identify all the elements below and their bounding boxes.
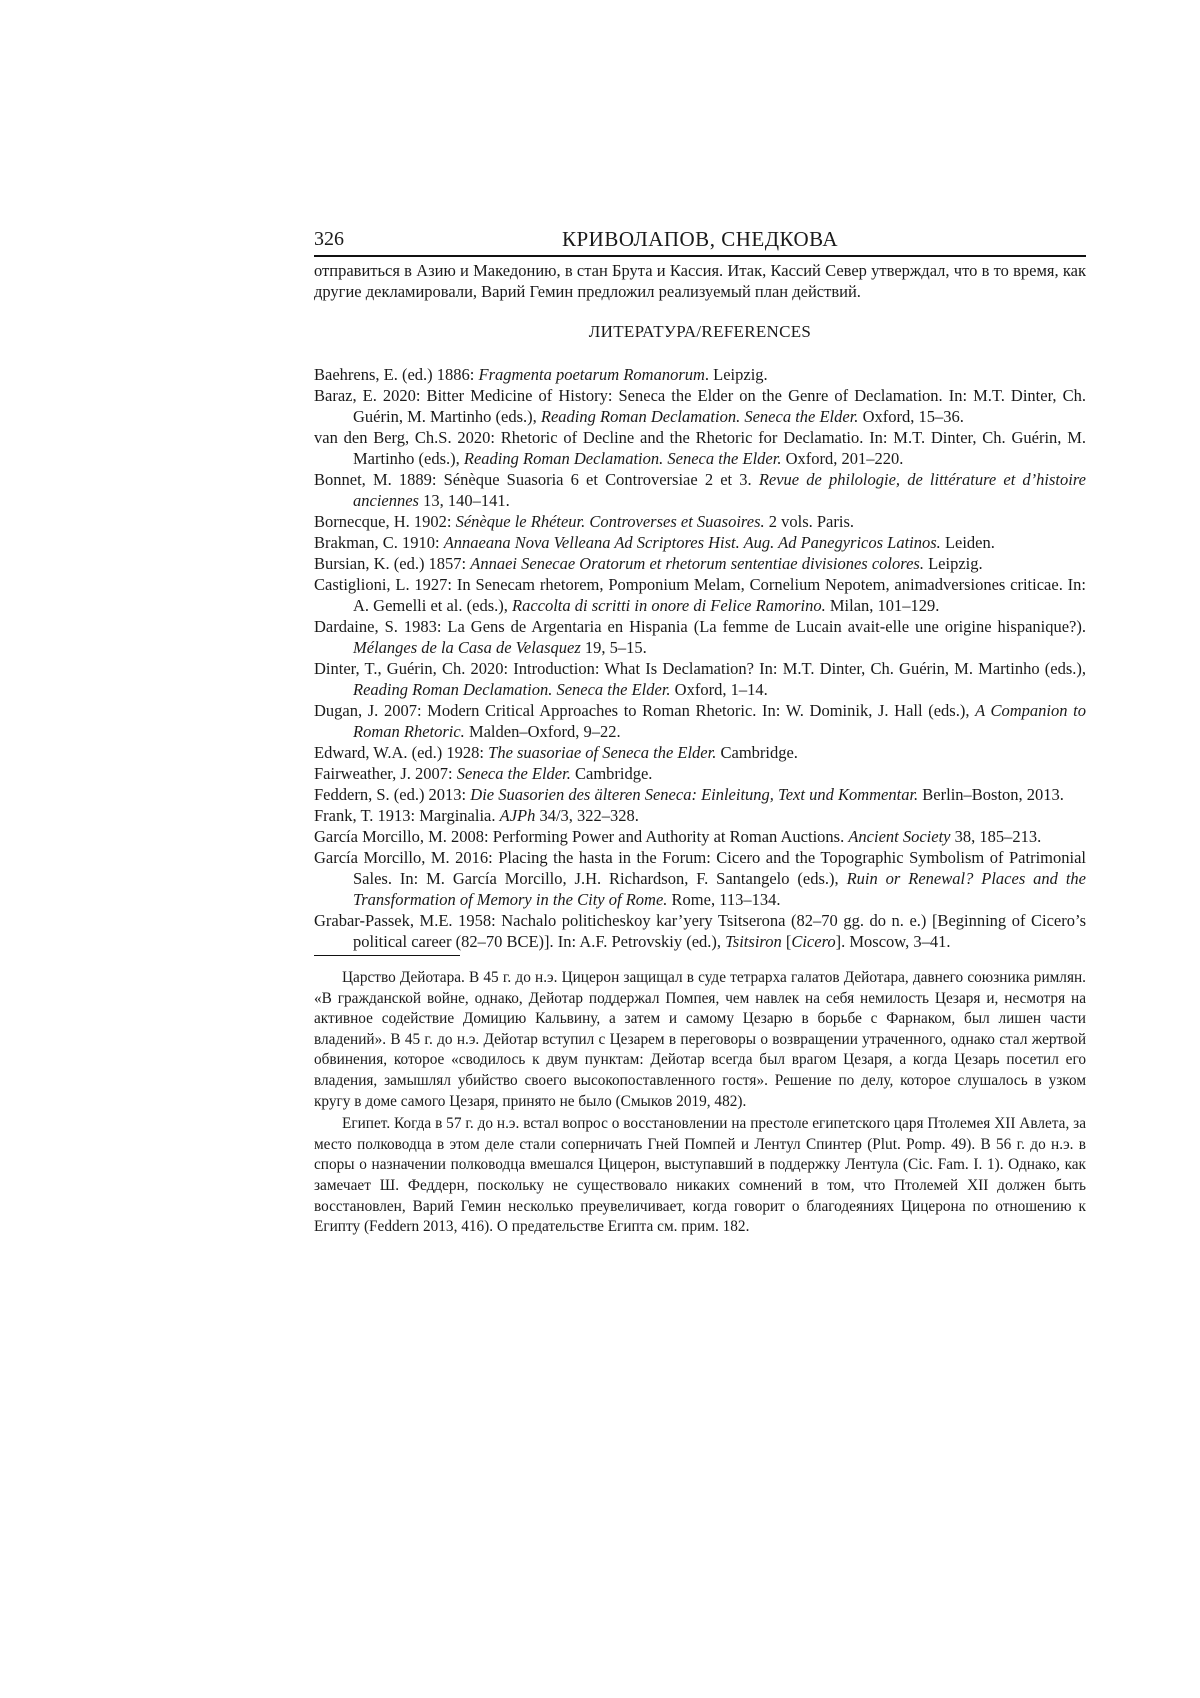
- reference-text: Frank, T. 1913: Marginalia.: [314, 806, 500, 825]
- reference-text: Edward, W.A. (ed.) 1928:: [314, 743, 489, 762]
- reference-text: van den Berg, Ch.S. 2020: Rhetoric of Decline and the Rhetoric for Declamatio. In: M.T. Dinter, Ch. Guérin, M. Martinho (eds.),: [314, 428, 1086, 468]
- reference-entry: [314, 385, 1086, 427]
- reference-title: Fragmenta poetarum Romanorum: [478, 365, 705, 384]
- reference-text: Baraz, E. 2020: Bitter Medicine of History: Seneca the Elder on the Genre of Declamation. In: M.T. Dinter, Ch. Guérin, M. Martinho (eds.),: [314, 386, 1086, 426]
- reference-entry: [314, 427, 1086, 469]
- reference-text: Grabar-Passek, M.E. 1958: Nachalo politicheskoy kar’yery Tsitserona (82–70 gg. do n. e.) [Beginning of Cicero’s political career (82–70 BCE)]. In: A.F. Petrovskiy (ed.),: [314, 911, 1086, 951]
- reference-text: 2 vols. Paris.: [764, 512, 855, 531]
- reference-text: Milan, 101–129.: [825, 596, 940, 615]
- reference-title: Seneca the Elder.: [456, 764, 571, 783]
- reference-text: Fairweather, J. 2007:: [314, 764, 457, 783]
- reference-text: García Morcillo, M. 2008: Performing Power and Authority at Roman Auctions.: [314, 827, 849, 846]
- reference-text: Berlin–Boston, 2013.: [918, 785, 1064, 804]
- reference-text: Bornecque, H. 1902:: [314, 512, 456, 531]
- reference-entry: [314, 805, 1086, 826]
- reference-text: Malden–Oxford, 9–22.: [464, 722, 621, 741]
- reference-text: Leiden.: [940, 533, 995, 552]
- reference-text: Rome, 113–134.: [667, 890, 781, 909]
- reference-text: Dugan, J. 2007: Modern Critical Approaches to Roman Rhetoric. In: W. Dominik, J. Hall (eds.),: [314, 701, 976, 720]
- reference-title: Raccolta di scritti in onore di Felice Ramorino.: [512, 596, 826, 615]
- reference-title: Revue de philologie, de littérature et d’histoire anciennes: [353, 470, 1086, 510]
- reference-title: Reading Roman Declamation. Seneca the Elder.: [353, 680, 671, 699]
- reference-text: Cambridge.: [716, 743, 798, 762]
- reference-text: García Morcillo, M. 2016: Placing the hasta in the Forum: Cicero and the Topographic Symbolism of Patrimonial Sales. In: M. García Morcillo, J.H. Richardson, F. Santangelo (eds.),: [314, 848, 1086, 888]
- page-number: 326: [314, 228, 344, 250]
- reference-entry: [314, 616, 1086, 658]
- footnote-paragraph: Египет. Когда в 57 г. до н.э. встал вопрос о восстановлении на престоле египетского царя Птолемея XII Авлета, за место полководца в этом деле стали соперничать Гней Помпей и Лентул Спинтер (Plut. Pomp. 49). В 56 г. до н.э. в споры о назначении полководца вмешался Цицерон, выступавший в поддержку Лентула (Cic. Fam. I. 1). Однако, как замечает Ш. Феддерн, поскольку не существовало никаких сомнений в том, что Птолемей XII должен быть восстановлен, Варий Гемин несколько преувеличивает, когда говорит о благодеяниях Цицерона по отношению к Египту (Feddern 2013, 416). О предательстве Египта см. прим. 182.: [314, 1115, 1086, 1236]
- reference-text: Cambridge.: [570, 764, 653, 783]
- reference-entry: [314, 553, 1086, 574]
- reference-entry: [314, 910, 1086, 952]
- reference-title: Sénèque le Rhéteur. Controverses et Suasoires.: [455, 512, 765, 531]
- reference-entry: [314, 763, 1086, 784]
- reference-title: Ancient Society: [848, 827, 951, 846]
- reference-title: The suasoriae of Seneca the Elder.: [488, 743, 717, 762]
- reference-text: Oxford, 15–36.: [858, 407, 964, 426]
- reference-text: Feddern, S. (ed.) 2013:: [314, 785, 471, 804]
- reference-text: ]. Moscow, 3–41.: [835, 932, 951, 951]
- footnote-paragraph: Царство Дейотара. В 45 г. до н.э. Цицерон защищал в суде тетрарха галатов Дейотара, давнего союзника римлян. «В гражданской войне, однако, Дейотар поддержал Помпея, чем навлек на себя немилость Цезаря и, несмотря на активное содействие Домицию Кальвину, а затем и самому Цезарю в борьбе с Фарнаком, был лишен части владений». В 45 г. до н.э. Дейотар вступил с Цезарем в переговоры о возвращении утраченного, однако стал жертвой обвинения, которое «сводилось к двум пунктам: Дейотар всегда был врагом Цезаря, а когда Цезарь посетил его владения, замышлял убийство своего высокопоставленного гостя». Решение по делу, которое слушалось в узком кругу в доме самого Цезаря, принято не было (Смыков 2019, 482).: [314, 969, 1086, 1110]
- reference-text: . Leipzig.: [704, 365, 768, 384]
- reference-text: 13, 140–141.: [418, 491, 510, 510]
- reference-text: 38, 185–213.: [950, 827, 1042, 846]
- reference-entry: [314, 847, 1086, 910]
- reference-text: Oxford, 1–14.: [670, 680, 768, 699]
- reference-entry: [314, 511, 1086, 532]
- page-header: [314, 226, 1086, 257]
- reference-text: Dinter, T., Guérin, Ch. 2020: Introduction: What Is Declamation? In: M.T. Dinter, Ch. Guérin, M. Martinho (eds.),: [314, 659, 1086, 678]
- reference-text: Bursian, K. (ed.) 1857:: [314, 554, 471, 573]
- footnote-separator: [314, 955, 460, 956]
- reference-title: Cicero: [791, 932, 836, 951]
- reference-text: Oxford, 201–220.: [781, 449, 904, 468]
- reference-title: Reading Roman Declamation. Seneca the Elder.: [540, 407, 859, 426]
- reference-entry: [314, 742, 1086, 763]
- reference-entry: [314, 532, 1086, 553]
- reference-title: Die Suasorien des älteren Seneca: Einleitung, Text und Kommentar.: [470, 785, 919, 804]
- reference-text: 34/3, 322–328.: [535, 806, 639, 825]
- reference-title: AJPh: [499, 806, 536, 825]
- reference-text: Baehrens, E. (ed.) 1886:: [314, 365, 479, 384]
- document-page: [314, 226, 1086, 1240]
- references-heading: ЛИТЕРАТУРА/REFERENCES: [588, 322, 812, 341]
- reference-text: Brakman, C. 1910:: [314, 533, 444, 552]
- reference-text: Dardaine, S. 1983: La Gens de Argentaria en Hispania (La femme de Lucain avait-elle une origine hispanique?).: [314, 617, 1086, 636]
- reference-text: [: [781, 932, 792, 951]
- reference-entry: [314, 469, 1086, 511]
- reference-title: Annaeana Nova Velleana Ad Scriptores Hist. Aug. Ad Panegyricos Latinos.: [443, 533, 941, 552]
- running-title: КРИВОЛАПОВ, СНЕДКОВА: [561, 227, 839, 251]
- reference-entry: [314, 700, 1086, 742]
- reference-title: Ruin or Renewal? Places and the Transformation of Memory in the City of Rome.: [353, 869, 1086, 909]
- reference-entry: [314, 658, 1086, 700]
- reference-title: Tsitsiron: [725, 932, 782, 951]
- reference-entry: [314, 784, 1086, 805]
- footnotes: [314, 968, 1086, 1238]
- reference-title: Annaei Senecae Oratorum et rhetorum sententiae divisiones colores.: [470, 554, 924, 573]
- references-list: [314, 364, 1086, 952]
- reference-entry: [314, 826, 1086, 847]
- reference-text: Leipzig.: [923, 554, 983, 573]
- reference-title: A Companion to Roman Rhetoric.: [353, 701, 1086, 741]
- intro-paragraph: отправиться в Азию и Македонию, в стан Брута и Кассия. Итак, Кассий Север утверждал, что в то время, как другие декламировали, Варий Гемин предложил реализуемый план действий.: [314, 261, 1086, 301]
- reference-text: Castiglioni, L. 1927: In Senecam rhetorem, Pomponium Melam, Cornelium Nepotem, animadversiones criticae. In: A. Gemelli et al. (eds.),: [314, 575, 1086, 615]
- reference-text: Bonnet, M. 1889: Sénèque Suasoria 6 et Controversiae 2 et 3.: [314, 470, 759, 489]
- reference-title: Mélanges de la Casa de Velasquez: [353, 638, 581, 657]
- reference-title: Reading Roman Declamation. Seneca the Elder.: [463, 449, 782, 468]
- reference-text: 19, 5–15.: [580, 638, 647, 657]
- reference-entry: [314, 364, 1086, 385]
- reference-entry: [314, 574, 1086, 616]
